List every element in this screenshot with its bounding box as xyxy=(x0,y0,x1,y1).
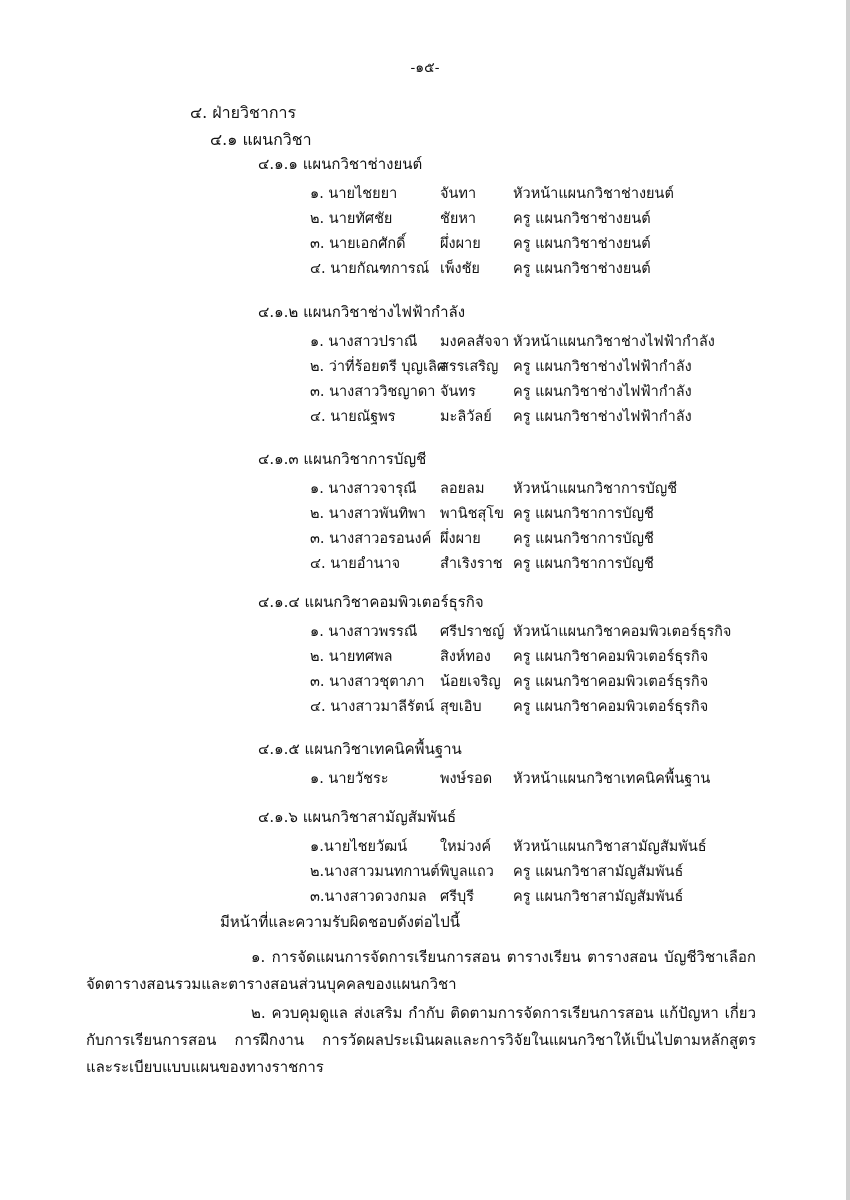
member-name: ๒.นางสาวมนทกานต์ xyxy=(310,864,440,880)
member-surname: ผึ่งผาย xyxy=(440,531,481,547)
member-role: หัวหน้าแผนกวิชาคอมพิวเตอร์ธุรกิจ xyxy=(513,624,732,640)
member-row xyxy=(0,622,850,644)
member-surname: สำเริงราช xyxy=(440,556,503,572)
scan-edge xyxy=(846,0,850,1200)
member-surname: พิบูลแถว xyxy=(440,864,494,880)
member-row xyxy=(0,259,850,281)
member-surname: ศรีปราชญ์ xyxy=(440,624,505,640)
member-surname: ใหม่วงค์ xyxy=(440,839,492,855)
member-name: ๔. นางสาวมาลีรัตน์ xyxy=(310,699,435,715)
member-row xyxy=(0,479,850,501)
member-row xyxy=(0,769,850,791)
member-row xyxy=(0,234,850,256)
member-row xyxy=(0,382,850,404)
department-title: ๔.๑.๓ แผนกวิชาการบัญชี xyxy=(258,450,427,468)
member-role: ครู แผนกวิชาช่างยนต์ xyxy=(513,261,651,277)
member-role: หัวหน้าแผนกวิชาช่างยนต์ xyxy=(513,186,674,202)
member-role: ครู แผนกวิชาการบัญชี xyxy=(513,556,654,572)
member-role: หัวหน้าแผนกวิชาช่างไฟฟ้ากำลัง xyxy=(513,334,715,350)
member-role: ครู แผนกวิชาช่างไฟฟ้ากำลัง xyxy=(513,384,692,400)
member-row xyxy=(0,357,850,379)
department-title: ๔.๑.๕ แผนกวิชาเทคนิคพื้นฐาน xyxy=(258,740,462,758)
member-role: ครู แผนกวิชาคอมพิวเตอร์ธุรกิจ xyxy=(513,649,709,665)
member-row xyxy=(0,332,850,354)
subsection-heading: ๔.๑ แผนกวิชา xyxy=(210,130,312,149)
member-name: ๑. นางสาวพรรณี xyxy=(310,624,418,640)
member-surname: ลอยลม xyxy=(440,481,485,497)
duty-text: ๑. การจัดแผนการจัดการเรียนการสอน ตารางเรียน ตารางสอน บัญชีวิชาเลือก จัดตารางสอนรวมและตารางสอนส่วนบุคคลของแผนกวิชา xyxy=(86,948,756,993)
duty-paragraph-1 xyxy=(86,944,756,998)
member-name: ๓. นางสาวชุตาภา xyxy=(310,674,425,690)
department-title: ๔.๑.๔ แผนกวิชาคอมพิวเตอร์ธุรกิจ xyxy=(258,593,484,611)
page-number: -๑๕- xyxy=(410,60,440,76)
member-name: ๑. นางสาวจารุณี xyxy=(310,481,417,497)
member-name: ๒. นายทัศชัย xyxy=(310,211,393,227)
member-row xyxy=(0,554,850,576)
member-row xyxy=(0,184,850,206)
member-row xyxy=(0,504,850,526)
member-role: ครู แผนกวิชาการบัญชี xyxy=(513,506,654,522)
department-title: ๔.๑.๖ แผนกวิชาสามัญสัมพันธ์ xyxy=(258,808,457,826)
department-title: ๔.๑.๒ แผนกวิชาช่างไฟฟ้ากำลัง xyxy=(258,303,466,321)
member-surname: มงคลสัจจา xyxy=(440,334,510,350)
member-surname: ผึ่งผาย xyxy=(440,236,481,252)
member-role: ครู แผนกวิชาช่างยนต์ xyxy=(513,236,651,252)
member-role: ครู แผนกวิชาคอมพิวเตอร์ธุรกิจ xyxy=(513,699,709,715)
member-name: ๒. ว่าที่ร้อยตรี บุญเลิศ xyxy=(310,359,447,375)
member-surname: เพ็งชัย xyxy=(440,261,480,277)
member-surname: จันทร xyxy=(440,384,476,400)
member-row xyxy=(0,862,850,884)
member-role: ครู แผนกวิชาการบัญชี xyxy=(513,531,654,547)
member-surname: พงษ์รอด xyxy=(440,771,493,787)
member-surname: พานิชสุโข xyxy=(440,506,505,522)
member-role: หัวหน้าแผนกวิชาเทคนิคพื้นฐาน xyxy=(513,771,711,787)
member-row xyxy=(0,647,850,669)
member-name: ๓. นางสาววิชญาดา xyxy=(310,384,436,400)
member-role: หัวหน้าแผนกวิชาการบัญชี xyxy=(513,481,678,497)
member-name: ๒. นางสาวพันทิพา xyxy=(310,506,426,522)
member-role: ครู แผนกวิชาคอมพิวเตอร์ธุรกิจ xyxy=(513,674,709,690)
member-row xyxy=(0,697,850,719)
member-name: ๑. นางสาวปราณี xyxy=(310,334,418,350)
member-name: ๔. นายอำนาจ xyxy=(310,556,401,572)
department-title: ๔.๑.๑ แผนกวิชาช่างยนต์ xyxy=(258,155,423,173)
member-role: ครู แผนกวิชาสามัญสัมพันธ์ xyxy=(513,864,684,880)
section-heading: ๔. ฝ่ายวิชาการ xyxy=(190,103,297,122)
member-surname: ศรีบุรี xyxy=(440,889,474,905)
member-role: ครู แผนกวิชาสามัญสัมพันธ์ xyxy=(513,889,684,905)
member-role: ครู แผนกวิชาช่างไฟฟ้ากำลัง xyxy=(513,359,692,375)
member-name: ๓.นางสาวดวงกมล xyxy=(310,889,427,905)
duties-heading: มีหน้าที่และความรับผิดชอบดังต่อไปนี้ xyxy=(220,913,460,931)
member-name: ๒. นายทศพล xyxy=(310,649,393,665)
member-surname: จันทา xyxy=(440,186,477,202)
member-surname: สิงห์ทอง xyxy=(440,649,491,665)
member-name: ๔. นายณัฐพร xyxy=(310,409,396,425)
member-name: ๑.นายไชยวัฒน์ xyxy=(310,839,408,855)
member-surname: น้อยเจริญ xyxy=(440,674,501,690)
member-role: ครู แผนกวิชาช่างไฟฟ้ากำลัง xyxy=(513,409,692,425)
member-surname: สุขเอิบ xyxy=(440,699,482,715)
member-role: หัวหน้าแผนกวิชาสามัญสัมพันธ์ xyxy=(513,839,707,855)
member-surname: มะลิวัลย์ xyxy=(440,409,492,425)
member-row xyxy=(0,529,850,551)
member-row xyxy=(0,672,850,694)
member-row xyxy=(0,209,850,231)
member-row xyxy=(0,887,850,909)
member-name: ๑. นายไชยยา xyxy=(310,186,398,202)
member-name: ๑. นายวัชระ xyxy=(310,771,389,787)
member-name: ๓. นางสาวอรอนงค์ xyxy=(310,531,432,547)
duty-text: ๒. ควบคุมดูแล ส่งเสริม กำกับ ติดตามการจัดการเรียนการสอน แก้ปัญหา เกี่ยวกับการเรียนการสอน การฝึกงาน การวัดผลประเมินผลและการวิจัยในแผนกวิชาให้เป็นไปตามหลักสูตรและระเบียบแบบแผนของทางราชการ xyxy=(86,1004,756,1076)
member-surname: ชัยหา xyxy=(440,211,477,227)
member-name: ๓. นายเอกศักดิ์ xyxy=(310,236,406,252)
member-row xyxy=(0,837,850,859)
member-surname: สรรเสริญ xyxy=(440,359,499,375)
member-name: ๔. นายกัณฑการณ์ xyxy=(310,261,430,277)
duty-paragraph-2 xyxy=(86,1000,756,1081)
member-role: ครู แผนกวิชาช่างยนต์ xyxy=(513,211,651,227)
member-row xyxy=(0,407,850,429)
